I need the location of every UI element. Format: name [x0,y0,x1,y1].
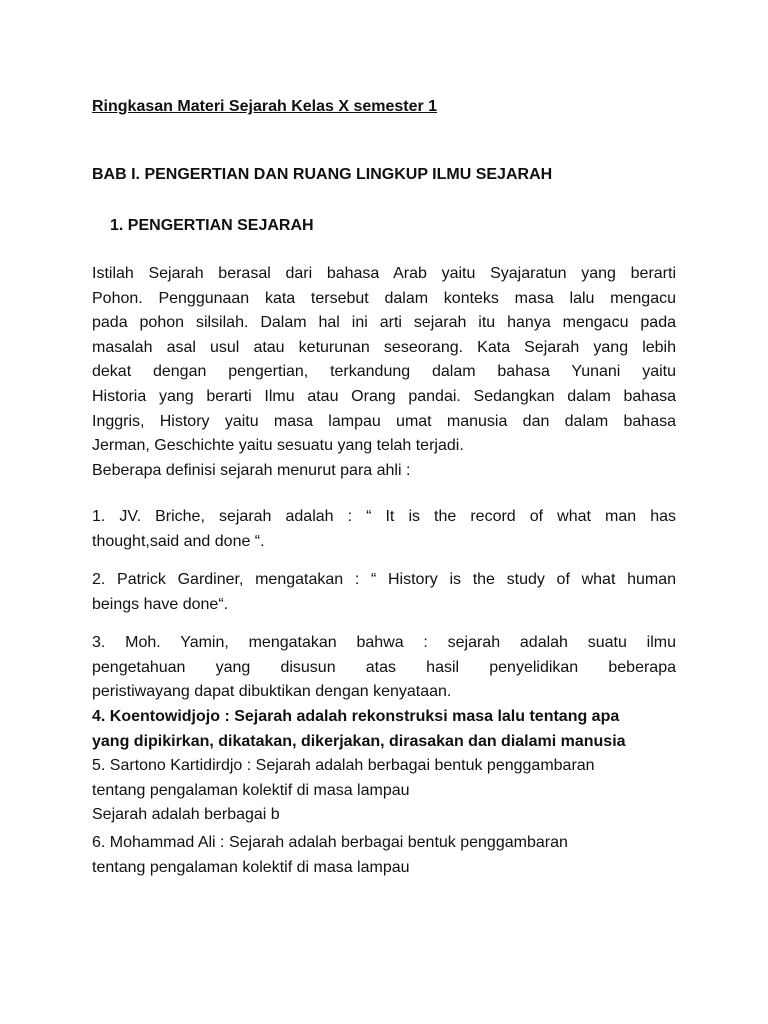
text-line: pengetahuan yang disusun atas hasil penyelidikan beberapa [92,658,676,676]
title-text: Ringkasan Materi Sejarah Kelas X semester 1 [92,98,438,115]
text-line: tentang pengalaman kolektif di masa lampau [92,781,410,799]
text-line: 5. Sartono Kartidirdjo : Sejarah adalah berbagai bentuk penggambaran [92,757,595,774]
text-line: tentang pengalaman kolektif di masa lampau [92,858,410,876]
definition-item-6 [92,831,676,880]
text-line: 4. Koentowidjojo : Sejarah adalah rekonstruksi masa lalu tentang apa [92,708,620,725]
chapter-heading [92,163,676,188]
text-line: dekat dengan pengertian, terkandung dalam bahasa Yunani yaitu [92,363,676,381]
text-line: thought,said and done “. [92,532,265,550]
definition-item-4 [92,705,676,754]
text-line: beings have done“. [92,595,229,613]
text-line: masalah asal usul atau keturunan seseorang. Kata Sejarah yang lebih [92,338,676,356]
definition-item-1 [92,505,676,554]
text-line: Historia yang berarti Ilmu atau Orang pandai. Sedangkan dalam bahasa [92,387,676,405]
text-line: 1. JV. Briche, sejarah adalah : “ It is the record of what man has [92,508,676,525]
section-text: 1. PENGERTIAN SEJARAH [110,217,314,234]
definition-item-5 [92,754,676,828]
text-line: Istilah Sejarah berasal dari bahasa Arab yaitu Syajaratun yang berarti [92,265,676,282]
intro-line: Beberapa definisi sejarah menurut para ahli : [92,461,411,479]
definition-item-2 [92,568,676,617]
text-line: yang dipikirkan, dikatakan, dikerjakan, dirasakan dan dialami manusia [92,732,626,750]
section-heading [110,214,694,239]
text-line: Inggris, History yaitu masa lampau umat manusia dan dalam bahasa [92,412,676,430]
chapter-text: BAB I. PENGERTIAN DAN RUANG LINGKUP ILMU SEJARAH [92,166,553,183]
document-title [92,95,676,120]
text-line: 6. Mohammad Ali : Sejarah adalah berbagai bentuk penggambaran [92,834,568,851]
text-line: 2. Patrick Gardiner, mengatakan : “ History is the study of what human [92,571,676,588]
paragraph-definition [92,262,676,483]
definition-item-3 [92,631,676,705]
text-line: 3. Moh. Yamin, mengatakan bahwa : sejarah adalah suatu ilmu [92,634,676,651]
text-line: Pohon. Penggunaan kata tersebut dalam konteks masa lalu mengacu [92,289,676,307]
text-line: Jerman, Geschichte yaitu sesuatu yang telah terjadi. [92,437,464,455]
text-line: pada pohon silsilah. Dalam hal ini arti sejarah itu hanya mengacu pada [92,314,676,332]
text-line: Sejarah adalah berbagai b [92,806,280,824]
text-line: peristiwayang dapat dibuktikan dengan kenyataan. [92,683,452,701]
